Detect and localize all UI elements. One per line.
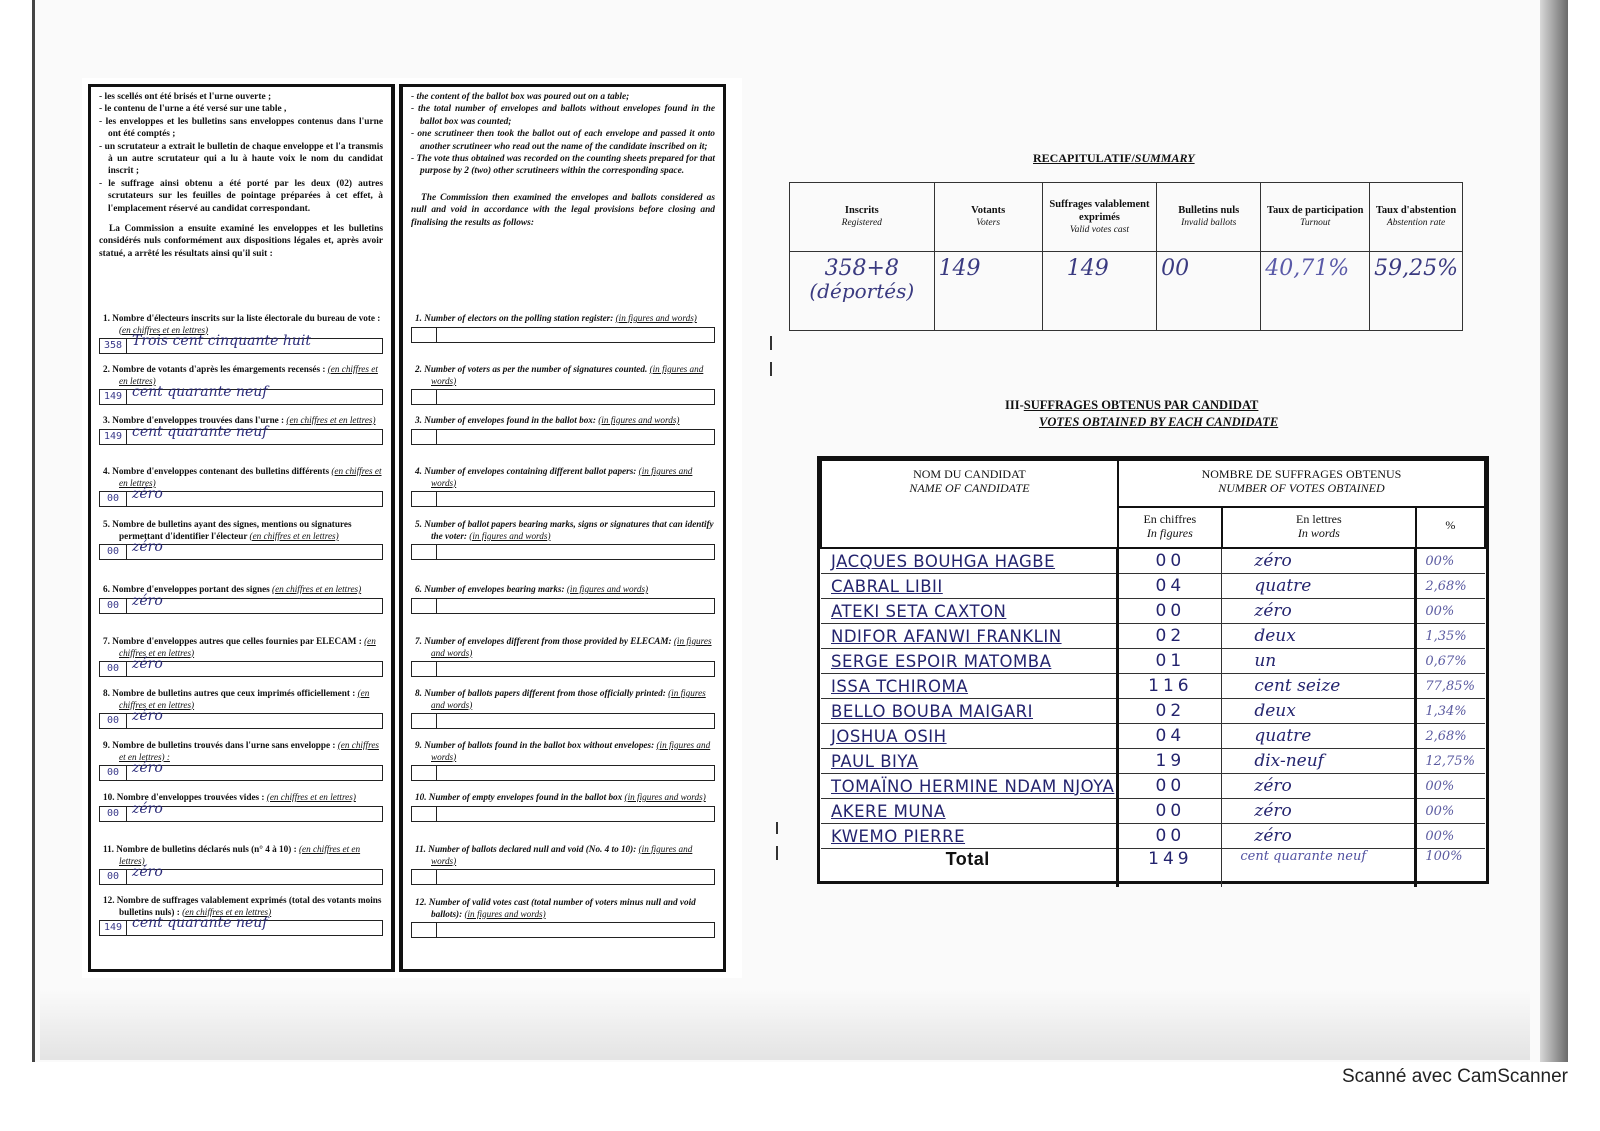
candidate-votes-percent: 00% [1416,599,1485,624]
item-number: 8. [415,688,422,698]
counting-form-sheet [82,78,742,978]
candidate-row [821,824,1485,849]
item-number: 5. [415,519,422,529]
item-number: 6. [415,584,422,594]
scan-mark [776,822,778,834]
candidate-votes-words: zéro [1222,548,1416,574]
item-number: 1. [415,313,422,323]
item-label: Number of envelopes different from those provided by ELECAM: [424,636,672,646]
scan-mark [770,362,772,376]
candidate-votes-percent: 2,68% [1416,574,1485,599]
item-number: 7. [415,636,422,646]
form-item-10 [99,792,383,822]
intro-bullet: - le suffrage ainsi obtenu a été porté par les deux (02) autres scrutateurs sur les feuilles de pointage préparées à cet effet, à l'emplacement réservé au candidat correspondant. [99,178,383,214]
candidate-row [821,574,1485,599]
item-hint: (in figures and words) [469,530,551,541]
header-figures: En chiffres In figures [1118,507,1222,548]
candidate-name: JOSHUA OSIH [821,724,1118,749]
item-question [411,466,715,489]
candidate-row [821,799,1485,824]
answer-words[interactable]: cent quarante neuf [132,423,268,440]
total-figures: 149 [1118,849,1222,888]
item-label: Nombre de bulletins déclarés nuls (n° 4 à 10) : [116,844,297,854]
item-hint: (in figures and words) [566,584,649,594]
form-item-9 [99,740,383,781]
answer-field[interactable] [99,760,383,781]
item-label: Number of valid votes cast (total number of voters minus null and void ballots): [428,897,696,919]
candidate-votes-words: zéro [1222,599,1416,624]
answer-figure[interactable] [412,390,437,404]
form-item-1 [411,313,715,343]
candidate-votes-figures: 00 [1118,548,1222,574]
item-label: Number of envelopes bearing marks: [424,584,565,594]
candidate-row [821,749,1485,774]
answer-figure[interactable]: 00 [100,662,127,676]
form-item-3 [99,415,383,445]
answer-figure[interactable]: 00 [100,714,127,728]
header-voters: Votants Voters [934,183,1042,252]
answer-figure[interactable] [412,766,437,780]
item-label: Nombre de suffrages valablement exprimés (total des votants moins bulletins nuls) : [116,895,382,917]
scan-edge-right [1540,0,1568,1062]
answer-field[interactable] [99,656,383,677]
candidate-votes-percent: 00% [1416,774,1485,799]
answer-words[interactable]: cent quarante neuf [132,915,268,931]
item-number: 11. [415,844,426,854]
answer-field[interactable] [99,592,383,614]
item-hint: (in figures and words) [431,688,706,710]
candidate-votes-percent: 12,75% [1416,749,1485,774]
total-percent: 100% [1425,849,1463,864]
summary-table [789,182,1463,331]
answer-figure[interactable] [412,923,437,937]
candidate-votes-words: deux [1222,624,1416,649]
form-item-6 [411,584,715,614]
candidates-table [820,459,1486,887]
candidate-row [821,674,1485,699]
candidate-name: KWEMO PIERRE [821,824,1118,849]
candidate-votes-figures: 01 [1118,649,1222,674]
summary-values-row [790,252,1463,331]
item-hint: (en chiffres et en lettres) [119,324,209,335]
item-hint: (in figures and words) [615,313,697,323]
item-number: 4. [103,466,110,476]
item-question [411,415,715,427]
candidate-votes-figures: 02 [1118,624,1222,649]
item-label: Nombre d'enveloppes contenant des bulletins différents [112,466,330,476]
candidate-votes-figures: 02 [1118,699,1222,724]
candidate-votes-words: cent seize [1222,674,1416,699]
answer-field[interactable] [99,333,383,354]
value-turnout: 40,71% [1261,252,1370,331]
form-item-11 [411,844,715,885]
candidate-name: ATEKI SETA CAXTON [821,599,1118,624]
candidate-name: NDIFOR AFANWI FRANKLIN [821,624,1118,649]
item-number: 12. [103,895,115,905]
intro-bullet: - the total number of envelopes and ballots without envelopes found in the ballot box was counted; [411,104,715,127]
candidate-votes-percent: 00% [1416,548,1485,574]
header-registered: Inscrits Registered [790,183,935,252]
answer-field[interactable] [411,806,715,822]
candidate-name: SERGE ESPOIR MATOMBA [821,649,1118,674]
answer-words[interactable]: cent quarante neuf [132,384,268,400]
answer-figure[interactable] [412,599,437,613]
header-valid-votes: Suffrages valablement exprimés Valid votes cast [1042,183,1156,252]
candidate-votes-percent: 1,35% [1416,624,1485,649]
answer-words[interactable]: Trois cent cinquante huit [132,333,311,349]
candidate-votes-words: quatre [1222,574,1416,599]
candidate-row [821,724,1485,749]
candidate-votes-figures: 00 [1118,774,1222,799]
form-item-10 [411,792,715,822]
item-number: 5. [103,519,110,529]
value-registered: 358+8 (déportés) [790,252,935,331]
header-candidate-name: NOM DU CANDIDAT NAME OF CANDIDATE [821,460,1118,548]
form-item-5 [411,519,715,560]
item-hint: (en chiffres et en lettres) [119,688,370,710]
form-item-12 [99,895,383,936]
item-number: 1. [103,313,110,323]
answer-field[interactable] [411,491,715,507]
item-label: Nombre d'électeurs inscrits sur la liste électorale du bureau de vote : [112,313,381,323]
candidate-votes-percent: 00% [1416,799,1485,824]
candidate-votes-figures: 00 [1118,599,1222,624]
answer-field[interactable] [99,708,383,729]
item-hint: (in figures and words) [624,792,706,802]
form-item-8 [99,688,383,729]
candidate-votes-percent: 77,85% [1416,674,1485,699]
answer-words[interactable]: zéro [132,539,163,555]
candidate-votes-percent: 0,67% [1416,649,1485,674]
candidate-row [821,649,1485,674]
answer-figure[interactable]: 00 [100,599,127,613]
item-question [411,636,715,659]
item-number: 10. [103,792,115,802]
item-hint: (en chiffres et en lettres) [119,636,376,658]
candidates-table-box [817,456,1489,884]
answer-figure[interactable]: 00 [100,492,127,506]
item-question [411,313,715,325]
answer-words[interactable]: zéro [132,708,163,724]
answer-figure[interactable]: 00 [100,870,127,884]
candidates-header-row-1 [821,460,1485,507]
candidate-votes-figures: 04 [1118,574,1222,599]
answer-words[interactable]: zéro [132,592,163,609]
candidate-votes-words: zéro [1222,774,1416,799]
item-label: Number of envelopes found in the ballot box: [424,415,596,425]
item-hint: (en chiffres et en lettres) : [119,740,379,762]
candidate-name: AKERE MUNA [821,799,1118,824]
form-item-12 [411,897,715,938]
candidate-row [821,624,1485,649]
form-item-1 [99,313,383,354]
candidate-votes-words: un [1222,649,1416,674]
form-item-4 [99,466,383,507]
item-question [411,792,715,804]
intro-bullet: - les scellés ont été brisés et l'urne ouverte ; [99,92,272,102]
candidate-row [821,774,1485,799]
answer-figure[interactable]: 00 [100,807,127,821]
intro-french [99,91,383,260]
form-item-5 [99,519,383,560]
answer-field[interactable] [411,869,715,885]
candidate-votes-figures: 116 [1118,674,1222,699]
form-item-4 [411,466,715,507]
header-invalid-ballots: Bulletins nuls Invalid ballots [1157,183,1261,252]
candidate-votes-percent: 2,68% [1416,724,1485,749]
candidate-name: ISSA TCHIROMA [821,674,1118,699]
item-label: Number of envelopes containing different ballot papers: [424,466,637,476]
item-hint: (in figures and words) [431,844,693,866]
candidate-votes-figures: 00 [1118,824,1222,849]
answer-field[interactable] [411,598,715,614]
answer-field[interactable] [99,539,383,560]
item-label: Number of ballots found in the ballot box without envelopes: [424,740,655,750]
candidate-name: BELLO BOUBA MAIGARI [821,699,1118,724]
answer-figure[interactable]: 00 [100,766,127,780]
value-voters: 149 [934,252,1042,331]
answer-field[interactable] [411,389,715,405]
item-number: 9. [415,740,422,750]
answer-words[interactable]: zéro [132,864,163,880]
candidate-name: TOMAÏNO HERMINE NDAM NJOYA [821,774,1118,799]
answer-figure[interactable] [412,492,437,506]
item-hint: (en chiffres et en lettres) [119,466,382,488]
answer-field[interactable] [99,864,383,885]
item-label: Nombre d'enveloppes portant des signes [112,584,270,594]
answer-words[interactable]: zéro [132,800,163,817]
item-hint: (in figures and words) [464,908,546,919]
item-question [411,519,715,542]
item-question [411,844,715,867]
intro-bullet: - un scrutateur a extrait le bulletin de chaque enveloppe et l'a transmis à un autre scrutateur qui a lu à haute voix le nom du candidat inscrit ; [99,141,383,177]
answer-figure[interactable] [412,545,437,559]
item-label: Number of empty envelopes found in the ballot box [428,792,623,802]
candidate-votes-words: dix-neuf [1222,749,1416,774]
item-label: Nombre d'enveloppes trouvées vides : [116,792,265,802]
form-column-french [88,84,394,972]
item-number: 6. [103,584,110,594]
form-item-6 [99,584,383,614]
item-hint: (en chiffres et en lettres) [286,415,376,425]
intro-bullet: - The vote thus obtained was recorded on the counting sheets prepared for that purpose by 2 (two) other scrutineers within the corresponding space. [411,154,715,177]
summary-header-row [790,183,1463,252]
item-number: 3. [103,415,110,425]
intro-paragraph: La Commission a ensuite examiné les enveloppes et les bulletins considérés nuls conformément aux dispositions légales et, après avoir statué, a arrêté les résultats ainsi qu'il suit : [99,224,383,259]
scan-smudge [40,990,1530,1060]
header-votes-obtained: NOMBRE DE SUFFRAGES OBTENUS NUMBER OF VOTES OBTAINED [1118,460,1485,507]
item-question [411,740,715,763]
header-abstention: Taux d'abstention Abstention rate [1370,183,1463,252]
answer-field[interactable] [411,544,715,560]
form-item-9 [411,740,715,781]
item-question [411,897,715,920]
intro-bullet: - les enveloppes et les bulletins sans enveloppes contenus dans l'urne ont été comptés ; [99,116,383,140]
total-label: Total [821,849,1118,888]
item-hint: (en chiffres et en lettres) [182,906,272,917]
total-words: cent quarante neuf [1222,849,1416,888]
candidate-votes-words: zéro [1222,799,1416,824]
header-percent: % [1416,507,1485,548]
answer-figure[interactable] [412,662,437,676]
candidate-votes-figures: 00 [1118,799,1222,824]
answer-field[interactable] [99,915,383,936]
answer-figure[interactable]: 149 [100,430,127,444]
scan-edge-left [32,0,35,1062]
candidate-votes-words: deux [1222,699,1416,724]
header-words: En lettres In words [1222,507,1416,548]
answer-field[interactable] [411,327,715,343]
answer-field[interactable] [411,713,715,729]
item-hint: (in figures and words) [431,636,712,658]
form-item-3 [411,415,715,445]
scan-mark [776,846,778,860]
answer-figure[interactable] [412,714,437,728]
intro-bullet: - one scrutineer then took the ballot out of each envelope and passed it onto another scrutineer who read out the name of the candidate inscribed on it; [411,129,715,152]
answer-figure[interactable]: 149 [100,390,127,404]
answer-figure[interactable]: 00 [100,545,127,559]
item-number: 2. [415,364,422,374]
candidate-name: JACQUES BOUHGA HAGBE [821,548,1118,574]
item-label: Nombre d'enveloppes trouvées dans l'urne : [112,415,285,425]
scan-mark [770,336,772,350]
answer-field[interactable] [99,800,383,822]
candidate-votes-words: quatre [1222,724,1416,749]
candidate-votes-percent: 00% [1416,824,1485,849]
item-label: Number of ballots papers different from those officially printed: [424,688,666,698]
candidate-votes-figures: 19 [1118,749,1222,774]
summary-title-fr: RECAPITULATIF/ [1033,151,1135,165]
answer-figure[interactable]: 358 [100,339,127,353]
candidate-name: PAUL BIYA [821,749,1118,774]
answer-field[interactable] [99,384,383,405]
title-prefix: III- [1005,398,1024,412]
intro-bullet: - le contenu de l'urne a été versé sur une table , [99,104,287,115]
value-abstention: 59,25% [1370,252,1463,331]
item-hint: (en chiffres et en lettres) [266,792,356,802]
item-label: Number of ballot papers bearing marks, signs or signatures that can identify the voter: [424,519,714,541]
item-hint: (in figures and words) [598,415,680,425]
item-number: 7. [103,636,110,646]
title-fr: SUFFRAGES OBTENUS PAR CANDIDAT [1023,398,1259,412]
title-en: VOTES OBTAINED BY EACH CANDIDATE [1039,415,1279,429]
form-item-11 [99,844,383,885]
answer-figure[interactable] [412,328,437,342]
header-turnout: Taux de participation Turnout [1261,183,1370,252]
answer-words[interactable]: zéro [132,656,163,672]
answer-figure[interactable] [412,870,437,884]
candidate-votes-words: zéro [1222,824,1416,849]
candidates-title [1005,397,1278,431]
form-item-7 [411,636,715,677]
answer-figure[interactable]: 149 [100,921,127,935]
answer-field[interactable] [411,922,715,938]
item-hint: (en chiffres et en lettres) [119,364,378,386]
item-number: 8. [103,688,110,698]
answer-field[interactable] [411,429,715,445]
answer-figure[interactable] [412,807,437,821]
summary-title [1033,151,1195,166]
item-number: 2. [103,364,110,374]
item-number: 11. [103,844,114,854]
answer-field[interactable] [411,765,715,781]
item-hint: (en chiffres et en lettres) [249,530,339,541]
candidate-row [821,599,1485,624]
form-item-2 [99,364,383,405]
item-label: Nombre d'enveloppes autres que celles fournies par ELECAM : [112,636,362,646]
value-valid-votes: 149 [1042,252,1156,331]
form-column-english [400,84,726,972]
value-invalid-ballots: 00 [1157,252,1261,331]
item-label: Nombre de bulletins trouvés dans l'urne sans enveloppe : [112,740,336,750]
item-label: Number of electors on the polling station register: [424,313,614,323]
form-item-8 [411,688,715,729]
item-hint: (in figures and words) [431,364,704,386]
item-hint: (in figures and words) [431,740,711,762]
camscanner-watermark: Scanné avec CamScanner [1341,1066,1568,1087]
answer-field[interactable] [99,486,383,507]
answer-words[interactable]: zéro [132,486,163,502]
item-hint: (in figures and words) [431,466,693,488]
intro-english [411,91,715,229]
form-item-7 [99,636,383,677]
form-item-2 [411,364,715,405]
item-label: Nombre de votants d'après les émargements recensés : [112,364,326,374]
candidate-votes-percent: 1,34% [1416,699,1485,724]
candidate-row [821,548,1485,574]
total-row [821,849,1485,888]
item-number: 9. [103,740,110,750]
item-number: 12. [415,897,427,907]
answer-field[interactable] [99,423,383,445]
item-label: Nombre de bulletins ayant des signes, mentions ou signatures permettant d'identifier l'électeur [112,519,352,541]
item-hint: (en chiffres et en lettres) [272,584,362,594]
item-label: Number of voters as per the number of signatures counted. [424,364,648,374]
item-hint: (en chiffres et en lettres) [119,844,361,866]
candidate-name: CABRAL LIBII [821,574,1118,599]
answer-words[interactable]: zéro [132,760,163,776]
summary-title-en: SUMMARY [1134,151,1195,165]
item-label: Number of ballots declared null and void (No. 4 to 10): [428,844,637,854]
item-question [411,688,715,711]
item-label: Nombre de bulletins autres que ceux imprimés officiellement : [112,688,356,698]
intro-paragraph: The Commission then examined the envelopes and ballots considered as null and void in accordance with the legal provisions before closing and finalising the results as follows: [411,192,715,228]
intro-bullet: - the content of the ballot box was poured out on a table; [411,92,630,102]
item-number: 3. [415,415,422,425]
item-number: 10. [415,792,427,802]
answer-figure[interactable] [412,430,437,444]
answer-field[interactable] [411,661,715,677]
item-number: 4. [415,466,422,476]
candidate-row [821,699,1485,724]
candidate-votes-figures: 04 [1118,724,1222,749]
item-question [411,364,715,387]
item-question [411,584,715,596]
